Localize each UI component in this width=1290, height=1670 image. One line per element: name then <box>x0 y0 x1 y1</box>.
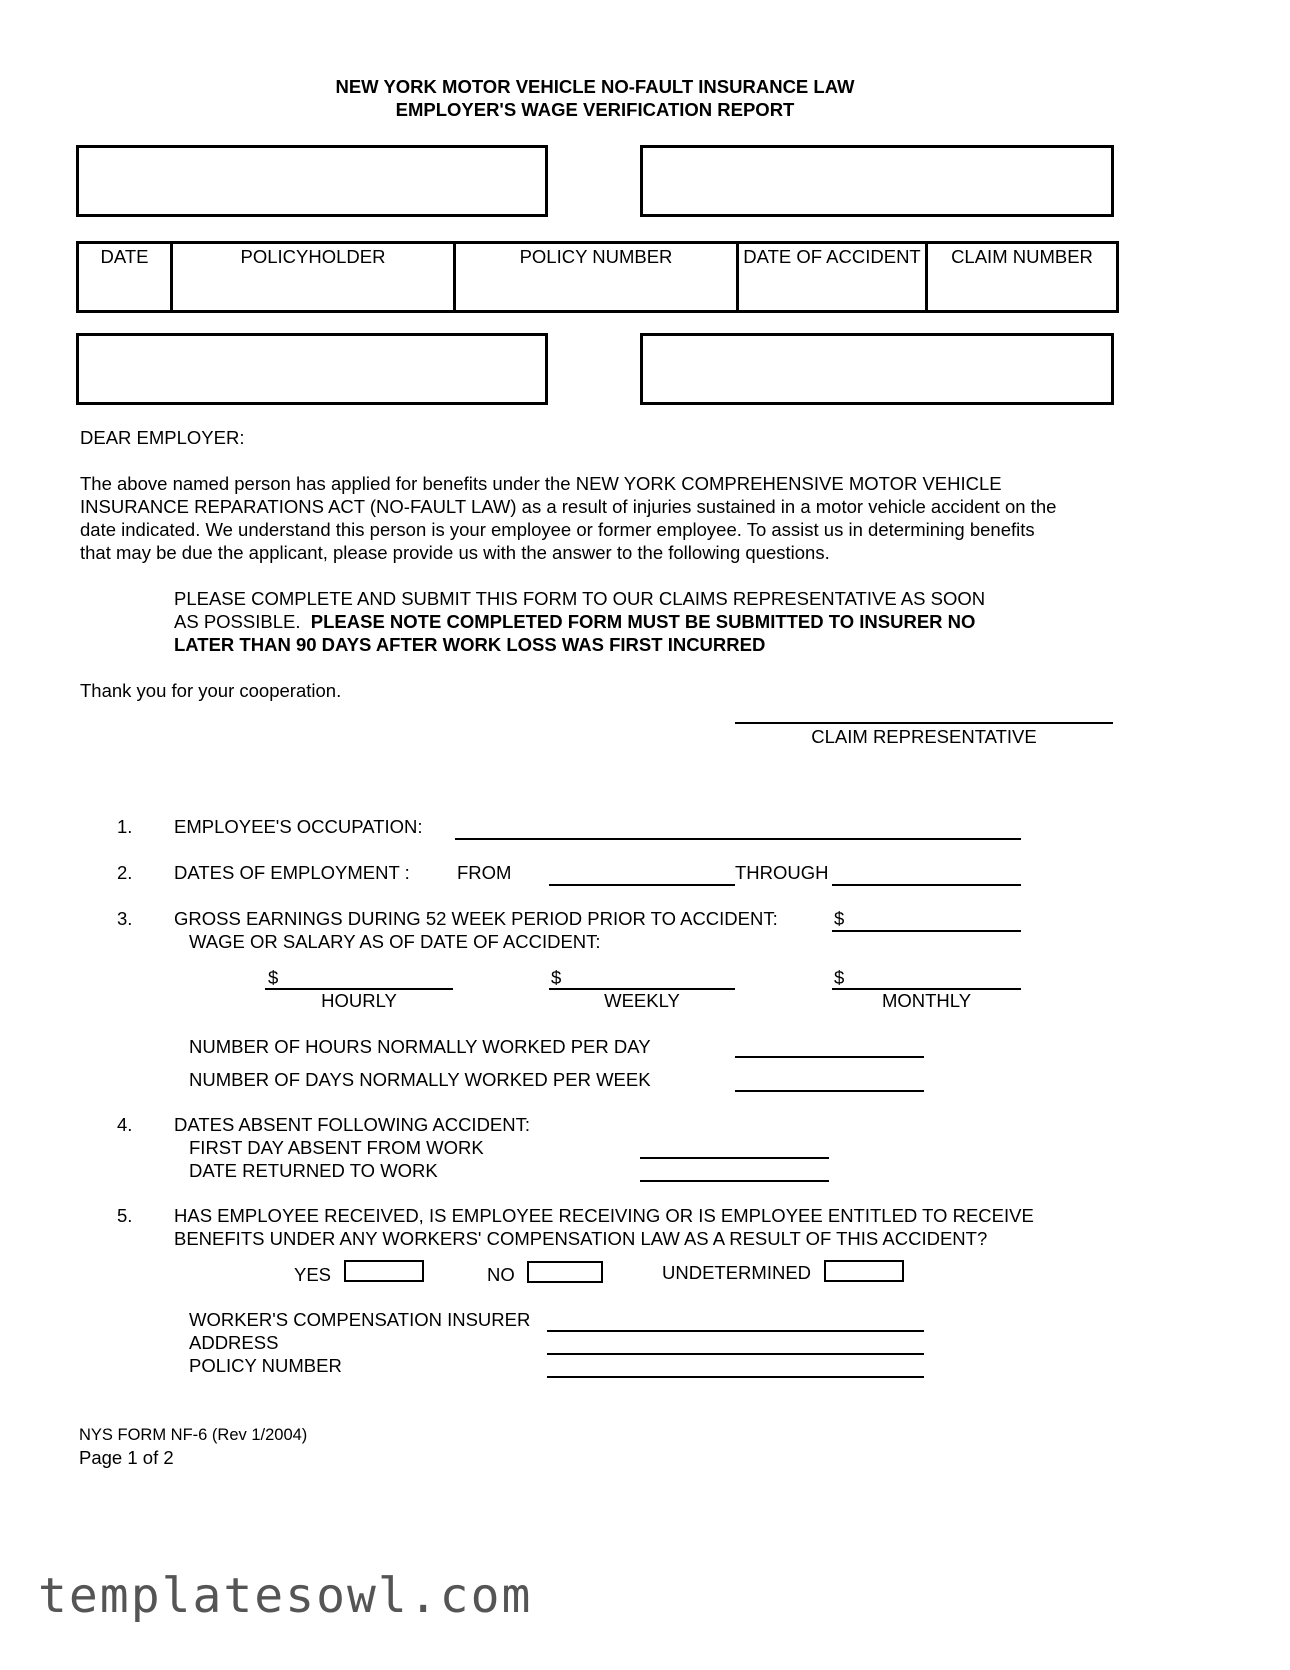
no-checkbox[interactable] <box>527 1261 603 1283</box>
q4-number: 4. <box>117 1114 133 1135</box>
wc-policy-number-label: POLICY NUMBER <box>189 1355 342 1376</box>
claim-number-cell[interactable] <box>928 244 1116 310</box>
monthly-label: MONTHLY <box>881 990 972 1011</box>
wc-insurer-input[interactable] <box>547 1330 924 1332</box>
date-of-accident-cell[interactable] <box>739 244 928 310</box>
q1-label: EMPLOYEE'S OCCUPATION: <box>174 816 423 837</box>
first-day-absent-input[interactable] <box>640 1157 829 1159</box>
letter-body-line2: INSURANCE REPARATIONS ACT (NO-FAULT LAW) as a result of injuries sustained in a motor vehicle accident on the <box>80 496 1057 517</box>
insurer-name-box[interactable] <box>640 145 1114 217</box>
hourly-label: HOURLY <box>321 990 397 1011</box>
undetermined-checkbox[interactable] <box>824 1260 904 1282</box>
undetermined-label: UNDETERMINED <box>662 1262 812 1283</box>
q4-label: DATES ABSENT FOLLOWING ACCIDENT: <box>174 1114 531 1135</box>
employer-name-box[interactable] <box>76 333 548 405</box>
claim-info-table <box>76 241 1119 313</box>
thanks-text: Thank you for your cooperation. <box>80 680 342 701</box>
weekly-currency: $ <box>551 967 562 988</box>
q3-number: 3. <box>117 908 133 929</box>
signature-label: CLAIM REPRESENTATIVE <box>811 726 1037 747</box>
days-per-week-label: NUMBER OF DAYS NORMALLY WORKED PER WEEK <box>189 1069 651 1090</box>
notice-line2-bold: PLEASE NOTE COMPLETED FORM MUST BE SUBMITTED TO INSURER NO <box>310 611 976 632</box>
applicant-name-box[interactable] <box>76 145 548 217</box>
policy-number-header: POLICY NUMBER <box>519 246 673 267</box>
weekly-label: WEEKLY <box>604 990 680 1011</box>
q5-line1: HAS EMPLOYEE RECEIVED, IS EMPLOYEE RECEIVING OR IS EMPLOYEE ENTITLED TO RECEIVE <box>174 1205 1034 1226</box>
form-title-line1: NEW YORK MOTOR VEHICLE NO-FAULT INSURANCE LAW <box>335 76 855 97</box>
q3-label: GROSS EARNINGS DURING 52 WEEK PERIOD PRIOR TO ACCIDENT: <box>174 908 778 929</box>
employment-through-input[interactable] <box>832 884 1021 886</box>
date-returned-input[interactable] <box>640 1180 829 1182</box>
yes-checkbox[interactable] <box>344 1260 424 1282</box>
letter-body-line3: date indicated. We understand this person is your employee or former employee. To assist us in determining benefits <box>80 519 1035 540</box>
wc-address-label: ADDRESS <box>189 1332 279 1353</box>
employment-from-input[interactable] <box>549 884 735 886</box>
first-day-absent-label: FIRST DAY ABSENT FROM WORK <box>189 1137 484 1158</box>
notice-line1: PLEASE COMPLETE AND SUBMIT THIS FORM TO OUR CLAIMS REPRESENTATIVE AS SOON <box>174 588 986 609</box>
q2-from-label: FROM <box>457 862 512 883</box>
notice-line3: LATER THAN 90 DAYS AFTER WORK LOSS WAS FIRST INCURRED <box>174 634 766 655</box>
date-cell[interactable] <box>79 244 173 310</box>
wc-policy-number-input[interactable] <box>547 1376 924 1378</box>
wc-insurer-label: WORKER'S COMPENSATION INSURER <box>189 1309 531 1330</box>
hours-per-day-input[interactable] <box>735 1056 924 1058</box>
q1-number: 1. <box>117 816 133 837</box>
watermark-text: templatesowl.com <box>38 1568 533 1624</box>
gross-earnings-currency: $ <box>834 908 845 929</box>
notice-line2-plain: AS POSSIBLE. <box>174 611 301 632</box>
notice-line2 <box>174 610 975 633</box>
signature-line[interactable] <box>735 722 1113 724</box>
q5-line2: BENEFITS UNDER ANY WORKERS' COMPENSATION LAW AS A RESULT OF THIS ACCIDENT? <box>174 1228 988 1249</box>
days-per-week-input[interactable] <box>735 1090 924 1092</box>
q5-number: 5. <box>117 1205 133 1226</box>
form-id: NYS FORM NF-6 (Rev 1/2004) <box>79 1426 308 1444</box>
date-of-accident-header: DATE OF ACCIDENT <box>743 246 921 267</box>
yes-label: YES <box>294 1264 332 1285</box>
hourly-currency: $ <box>268 967 279 988</box>
letter-body-line4: that may be due the applicant, please provide us with the answer to the following questions. <box>80 542 830 563</box>
hours-per-day-label: NUMBER OF HOURS NORMALLY WORKED PER DAY <box>189 1036 651 1057</box>
salutation: DEAR EMPLOYER: <box>80 427 245 448</box>
form-title-line2: EMPLOYER'S WAGE VERIFICATION REPORT <box>395 99 795 120</box>
q2-number: 2. <box>117 862 133 883</box>
gross-earnings-input[interactable] <box>832 930 1021 932</box>
policy-number-cell[interactable] <box>456 244 739 310</box>
letter-body-line1: The above named person has applied for benefits under the NEW YORK COMPREHENSIVE MOTOR VEHICLE <box>80 473 1002 494</box>
page-number: Page 1 of 2 <box>79 1447 174 1468</box>
q3-sublabel: WAGE OR SALARY AS OF DATE OF ACCIDENT: <box>189 931 601 952</box>
date-returned-label: DATE RETURNED TO WORK <box>189 1160 438 1181</box>
wc-address-input[interactable] <box>547 1353 924 1355</box>
q2-through-label: THROUGH <box>735 862 829 883</box>
monthly-currency: $ <box>834 967 845 988</box>
employer-address-box[interactable] <box>640 333 1114 405</box>
date-header: DATE <box>100 246 149 267</box>
occupation-input[interactable] <box>455 838 1021 840</box>
q2-label: DATES OF EMPLOYMENT : <box>174 862 410 883</box>
policyholder-header: POLICYHOLDER <box>240 246 386 267</box>
no-label: NO <box>487 1264 515 1285</box>
policyholder-cell[interactable] <box>173 244 456 310</box>
claim-number-header: CLAIM NUMBER <box>951 246 1093 267</box>
